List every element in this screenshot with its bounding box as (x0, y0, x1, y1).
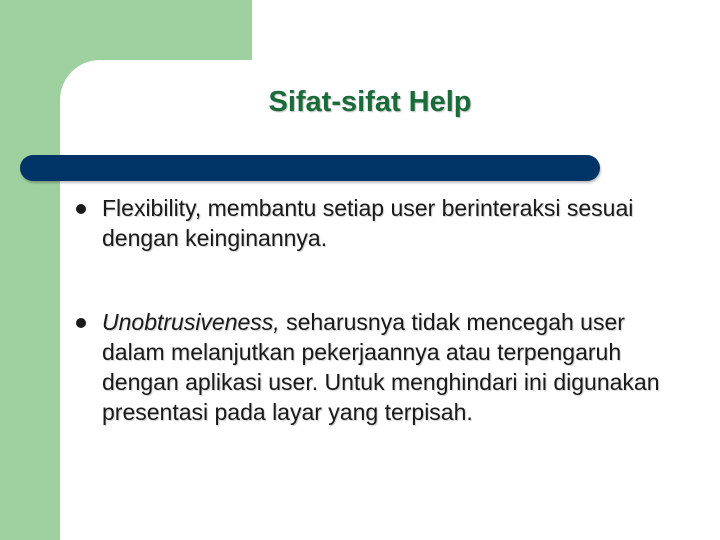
bullet-text: Flexibility, membantu setiap user berinteraksi sesuai dengan keinginannya. (102, 195, 634, 251)
bullet-lead-term: Unobtrusiveness, (102, 309, 280, 335)
bullet-item-flexibility (76, 193, 686, 253)
bullet-list (76, 193, 686, 427)
title-underline-bar (20, 155, 600, 181)
green-left-strip (0, 0, 60, 540)
bullet-item-unobtrusiveness (76, 307, 686, 427)
bullet-dot-icon (76, 204, 86, 214)
bullet-dot-icon (76, 318, 86, 328)
bullet-text: seharusnya tidak mencegah user dalam melanjutkan pekerjaannya atau terpengaruh dengan aplikasi user. Untuk menghindari ini digunakan presentasi pada layar yang terpisah. (102, 309, 660, 425)
slide-title: Sifat-sifat Help (268, 86, 472, 118)
